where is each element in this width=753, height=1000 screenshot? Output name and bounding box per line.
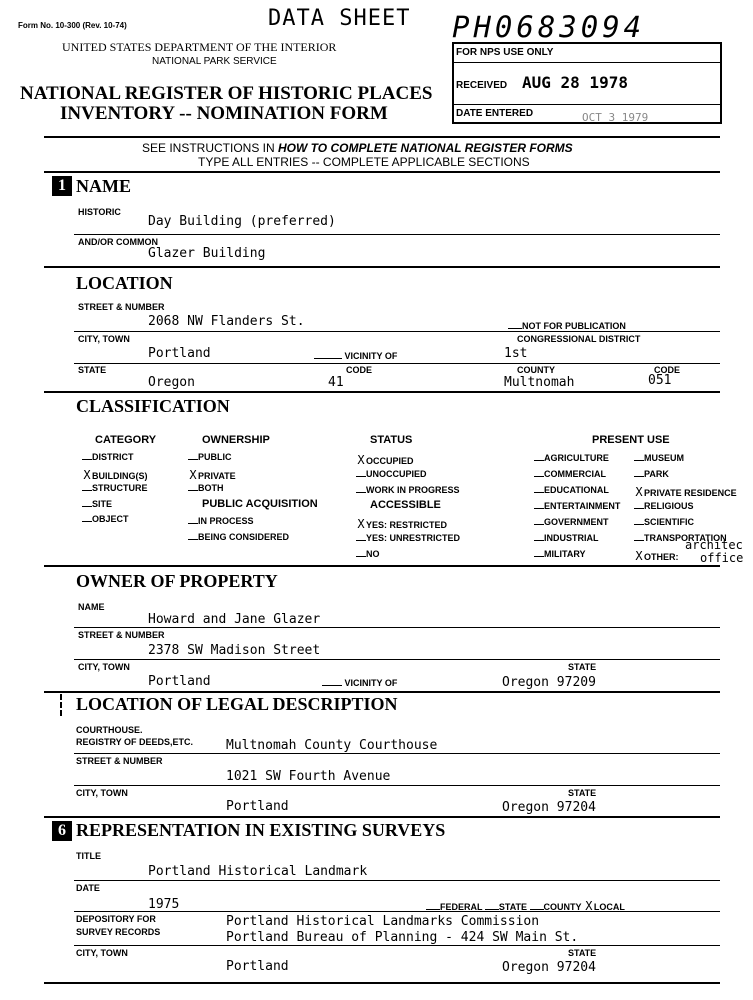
- checkbox-label: BEING CONSIDERED: [198, 532, 290, 542]
- service-name: NATIONAL PARK SERVICE: [152, 56, 277, 67]
- checkbox-label: STRUCTURE: [92, 483, 148, 493]
- owner-name-label: NAME: [78, 602, 105, 612]
- checkbox-item: [82, 452, 134, 462]
- county: Multnomah: [504, 375, 575, 390]
- section-name-title: NAME: [76, 176, 131, 196]
- checkbox-item: [356, 469, 427, 479]
- form-title-line2: INVENTORY -- NOMINATION FORM: [60, 103, 388, 124]
- section-6-number: 6: [52, 821, 72, 841]
- section-location-title: LOCATION: [76, 273, 173, 293]
- checkbox-item: [534, 469, 606, 479]
- county-code-label: CODE: [654, 365, 681, 375]
- checkbox-item: [188, 516, 254, 526]
- owner-street: 2378 SW Madison Street: [148, 643, 321, 658]
- handwritten-id: PH0683094: [452, 10, 646, 44]
- legal-city: Portland: [226, 799, 289, 814]
- checkbox-label: MUSEUM: [644, 453, 684, 463]
- section-classification-title: CLASSIFICATION: [76, 396, 230, 416]
- owner-vicinity: VICINITY OF: [322, 678, 397, 688]
- location-vicinity: VICINITY OF: [314, 351, 397, 361]
- congressional-district: 1st: [504, 346, 528, 361]
- check-mark: X: [357, 517, 365, 531]
- survey-level: FEDERAL STATE COUNTY XLOCAL: [426, 899, 625, 913]
- other-use-value-2: office: [700, 551, 744, 565]
- location-street: 2068 NW Flanders St.: [148, 314, 305, 329]
- checkbox-label: IN PROCESS: [198, 516, 254, 526]
- check-mark: X: [83, 467, 91, 482]
- checkbox-label: INDUSTRIAL: [544, 533, 599, 543]
- type-all-entries: TYPE ALL ENTRIES -- COMPLETE APPLICABLE SECTIONS: [198, 155, 530, 169]
- checkbox-label: AGRICULTURE: [544, 453, 609, 463]
- accessible-heading: ACCESSIBLE: [370, 499, 441, 511]
- depository-label-1: DEPOSITORY FOR: [76, 914, 156, 924]
- checkbox-item: [634, 469, 669, 479]
- location-state-label: STATE: [78, 365, 107, 375]
- legal-state: Oregon 97204: [502, 800, 596, 815]
- checkbox-label: WORK IN PROGRESS: [366, 485, 460, 495]
- checkbox-label: SCIENTIFIC: [644, 517, 695, 527]
- legal-street-label: STREET & NUMBER: [76, 756, 163, 766]
- received-date: AUG 28 1978: [522, 73, 628, 92]
- checkbox-label: SITE: [92, 498, 113, 509]
- data-sheet-stamp: DATA SHEET: [268, 6, 411, 31]
- legal-city-label: CITY, TOWN: [76, 788, 128, 798]
- checkbox-item: [634, 453, 684, 463]
- checkbox-item: [534, 453, 609, 463]
- checkbox-item: [82, 468, 148, 482]
- common-name: Glazer Building: [148, 246, 266, 261]
- survey-title-label: TITLE: [76, 851, 101, 861]
- owner-city-label: CITY, TOWN: [78, 662, 130, 672]
- form-title-line1: NATIONAL REGISTER OF HISTORIC PLACES: [20, 83, 433, 104]
- checkbox-label: DISTRICT: [92, 452, 134, 462]
- checkbox-item: [356, 453, 414, 467]
- courthouse-label-1: COURTHOUSE.: [76, 725, 143, 735]
- survey-city: Portland: [226, 959, 289, 974]
- congressional-district-label: CONGRESSIONAL DISTRICT: [517, 334, 641, 344]
- other-use-value-1: architec: [685, 538, 743, 552]
- status-heading: STATUS: [370, 434, 413, 446]
- owner-city: Portland: [148, 674, 211, 689]
- present-use-heading: PRESENT USE: [592, 434, 670, 446]
- checkbox-label: UNOCCUPIED: [366, 469, 427, 479]
- owner-state-label: STATE: [568, 662, 597, 672]
- checkbox-item: [188, 468, 236, 482]
- instructions-line: SEE INSTRUCTIONS IN HOW TO COMPLETE NATIONAL REGISTER FORMS: [142, 141, 573, 155]
- depository-1: Portland Historical Landmarks Commission: [226, 914, 540, 929]
- location-street-label: STREET & NUMBER: [78, 302, 165, 312]
- depository-2: Portland Bureau of Planning - 424 SW Main St.: [226, 930, 579, 945]
- ownership-heading: OWNERSHIP: [202, 434, 270, 446]
- section-surveys-title: REPRESENTATION IN EXISTING SURVEYS: [76, 820, 446, 840]
- checkbox-item: [534, 549, 586, 559]
- checkbox-label: PRIVATE: [198, 470, 236, 481]
- checkbox-item: [634, 549, 679, 563]
- section-owner-title: OWNER OF PROPERTY: [76, 571, 278, 591]
- not-for-publication: NOT FOR PUBLICATION: [508, 321, 626, 331]
- owner-name: Howard and Jane Glazer: [148, 612, 321, 627]
- checkbox-item: [534, 485, 609, 495]
- historic-label: HISTORIC: [78, 207, 121, 217]
- owner-state: Oregon 97209: [502, 675, 596, 690]
- county-label: COUNTY: [517, 365, 555, 375]
- checkbox-label: GOVERNMENT: [544, 517, 609, 527]
- checkbox-label: PUBLIC: [198, 452, 232, 462]
- checkbox-item: [356, 517, 447, 531]
- check-mark: X: [189, 467, 197, 482]
- date-entered-label: DATE ENTERED: [456, 108, 534, 119]
- checkbox-item: [634, 485, 737, 499]
- checkbox-label: NO: [366, 549, 380, 559]
- checkbox-label: EDUCATIONAL: [544, 485, 609, 495]
- category-heading: CATEGORY: [95, 434, 157, 446]
- received-label: RECEIVED: [456, 80, 508, 91]
- location-city-label: CITY, TOWN: [78, 334, 130, 344]
- check-mark: X: [635, 485, 643, 499]
- checkbox-label: YES: UNRESTRICTED: [366, 533, 461, 543]
- checkbox-item: [82, 514, 129, 524]
- checkbox-label: PRIVATE RESIDENCE: [644, 488, 737, 498]
- state-code: 41: [328, 375, 344, 390]
- date-entered-value: OCT 3 1979: [582, 111, 649, 124]
- checkbox-item: [534, 501, 620, 511]
- historic-name: Day Building (preferred): [148, 214, 336, 229]
- courthouse: Multnomah County Courthouse: [226, 738, 438, 753]
- checkbox-label: OTHER:: [644, 552, 679, 562]
- survey-date-label: DATE: [76, 883, 100, 893]
- checkbox-item: [188, 483, 224, 493]
- check-mark: X: [357, 453, 365, 467]
- checkbox-item: [356, 485, 460, 495]
- checkbox-item: [634, 517, 694, 527]
- public-acquisition-heading: PUBLIC ACQUISITION: [202, 498, 318, 510]
- checkbox-label: TRANSPORTATION: [644, 533, 727, 543]
- checkbox-item: [82, 483, 148, 493]
- form-number: Form No. 10-300 (Rev. 10-74): [18, 21, 127, 30]
- checkbox-label: BUILDING(S): [92, 470, 148, 481]
- checkbox-label: RELIGIOUS: [644, 501, 694, 511]
- checkbox-label: OBJECT: [92, 514, 129, 524]
- location-city: Portland: [148, 346, 211, 361]
- checkbox-label: PARK: [644, 469, 669, 479]
- county-code: 051: [648, 373, 672, 388]
- survey-date: 1975: [148, 897, 180, 912]
- checkbox-item: [634, 501, 694, 511]
- courthouse-label-2: REGISTRY OF DEEDS,ETC.: [76, 737, 194, 747]
- location-state: Oregon: [148, 375, 195, 390]
- common-name-label: AND/OR COMMON: [78, 237, 158, 247]
- depository-label-2: SURVEY RECORDS: [76, 927, 161, 937]
- survey-title: Portland Historical Landmark: [148, 864, 368, 879]
- checkbox-label: MILITARY: [544, 549, 586, 559]
- nps-label: FOR NPS USE ONLY: [456, 47, 554, 58]
- checkbox-item: [188, 452, 232, 462]
- checkbox-item: [356, 533, 460, 543]
- checkbox-label: OCCUPIED: [366, 456, 414, 466]
- legal-state-label: STATE: [568, 788, 597, 798]
- state-code-label: CODE: [346, 365, 373, 375]
- legal-street: 1021 SW Fourth Avenue: [226, 769, 391, 784]
- checkbox-label: ENTERTAINMENT: [544, 501, 621, 511]
- survey-state-label: STATE: [568, 948, 597, 958]
- checkbox-item: [188, 532, 289, 542]
- section-1-number: 1: [52, 176, 72, 196]
- checkbox-item: [534, 517, 609, 527]
- section-legal-title: LOCATION OF LEGAL DESCRIPTION: [76, 694, 398, 714]
- owner-street-label: STREET & NUMBER: [78, 630, 165, 640]
- checkbox-item: [356, 549, 380, 559]
- check-mark: X: [635, 549, 643, 563]
- department-name: UNITED STATES DEPARTMENT OF THE INTERIOR: [62, 40, 337, 54]
- checkbox-label: COMMERCIAL: [544, 469, 606, 479]
- checkbox-item: [534, 533, 599, 543]
- checkbox-label: BOTH: [198, 483, 224, 493]
- checkbox-item: [82, 499, 112, 509]
- checkbox-label: YES: RESTRICTED: [366, 520, 448, 530]
- survey-city-label: CITY, TOWN: [76, 948, 128, 958]
- survey-state: Oregon 97204: [502, 960, 596, 975]
